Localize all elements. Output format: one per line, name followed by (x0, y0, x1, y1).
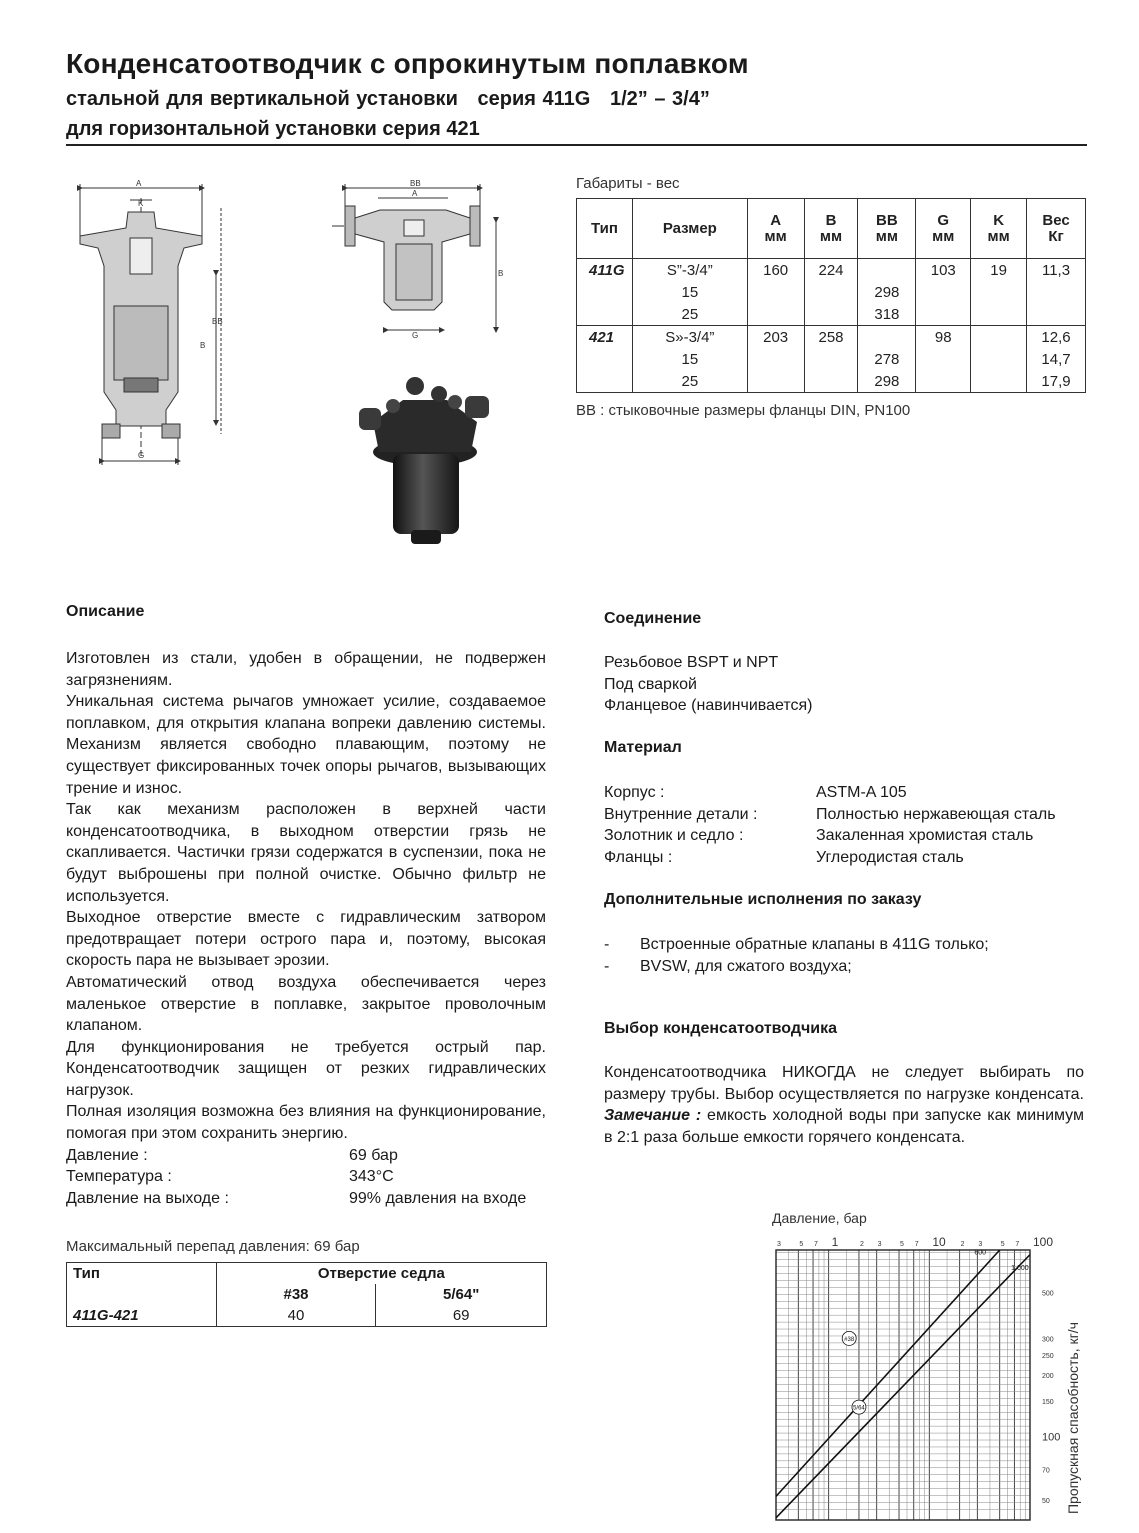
selection-heading: Выбор конденсатоотводчика (604, 1020, 838, 1037)
dim-label-bb-2: BB (410, 180, 421, 188)
horizontal-trap-drawing (330, 180, 505, 340)
x-tick-label: 3 (777, 1241, 781, 1248)
x-tick-label: 5 (1000, 1241, 1005, 1248)
dimensions-table (576, 198, 1086, 393)
description-paragraph: Так как механизм расположен в верхней части конденсатоотводчика, в выходном отверстии грязь не скапливается. Частички грязи содержатся в суспензии, пока не будут выброшены при полной очистке. Обычно фильтр не используется. (66, 801, 546, 905)
bb-note: BB : стыковочные размеры фланцы DIN, PN100 (576, 402, 911, 419)
header-type: Тип (577, 199, 633, 259)
orifice-col-type: Тип (67, 1263, 217, 1285)
description-body (66, 648, 546, 1209)
y-tick-label: 500 (1042, 1290, 1054, 1298)
chart-frame (776, 1250, 1030, 1520)
title-divider (66, 144, 1087, 146)
table-row: 15 278 14,7 (577, 348, 1086, 370)
table-row: 411G S”-3/4” 160 224 103 19 11,3 (577, 259, 1086, 282)
option-item: - BVSW, для сжатого воздуха; (604, 957, 852, 975)
curve-value-label: 600 (974, 1249, 987, 1257)
orifice-sub-564: 5/64" (376, 1284, 547, 1305)
chart-xlabel: Давление, бар (772, 1210, 867, 1226)
page-title: Конденсатоотводчик с опрокинутым поплавком (66, 48, 749, 79)
orifice-table (66, 1262, 547, 1327)
material-item: Фланцы : Углеродистая сталь (604, 848, 964, 866)
connection-item: Под сваркой (604, 675, 697, 693)
description-paragraph: Для функционирования не требуется острый пар. Конденсатоотводчик защищен от резких гидравлических нагрузок. (66, 1038, 546, 1099)
x-tick-label: 3 (877, 1241, 882, 1248)
orifice-col-group: Отверстие седла (216, 1263, 546, 1285)
options-list (604, 934, 989, 977)
dim-label-a-2: A (412, 189, 418, 198)
table-row: 25 298 17,9 (577, 370, 1086, 393)
orifice-sub-38: #38 (216, 1284, 376, 1305)
selection-note-label: Замечание : (604, 1107, 702, 1125)
material-item: Золотник и седло : Закаленная хромистая сталь (604, 827, 1034, 845)
series-line (776, 1250, 1000, 1496)
description-heading: Описание (66, 603, 145, 620)
header-b: B мм (804, 199, 858, 259)
connection-heading: Соединение (604, 610, 702, 627)
options-heading: Дополнительные исполнения по заказу (604, 891, 922, 908)
capacity-chart (760, 1234, 1100, 1524)
dim-label-b: B (200, 341, 206, 350)
connection-list (604, 652, 812, 717)
spec-temperature: Температура : 343°C (66, 1168, 394, 1186)
material-list (604, 782, 1056, 868)
header-a: A мм (747, 199, 804, 259)
material-item: Корпус : ASTM-A 105 (604, 784, 907, 801)
y-tick-label: 50 (1042, 1497, 1050, 1505)
y-tick-label: 200 (1042, 1372, 1054, 1380)
x-tick-label: 2 (960, 1241, 965, 1248)
description-paragraph: Автоматический отвод воздуха обеспечивается через маленькое отверстие в поплавке, закрытое проволочным клапаном. (66, 973, 546, 1035)
spec-pressure: Давление : 69 бар (66, 1146, 398, 1164)
connection-item: Фланцевое (навинчивается) (604, 697, 813, 715)
dim-label-bb: BB (212, 317, 223, 326)
y-axis-label: Пропускная спасобность, кг/ч (1065, 1322, 1081, 1514)
table-row: 15 298 (577, 281, 1086, 303)
x-tick-label: 7 (1015, 1241, 1020, 1248)
connection-item: Резьбовое BSPT и NPT (604, 654, 779, 671)
y-tick-label: 300 (1042, 1336, 1054, 1344)
dim-label-k: K (138, 199, 144, 208)
header-weight: Вес Кг (1027, 199, 1086, 259)
dimensions-caption: Габариты - вес (576, 175, 680, 192)
selection-text: Конденсатоотводчика НИКОГДА не следует выбирать по размеру трубы. Выбор осуществляется по нагрузке конденсата. Замечание : емкость холодной воды при запуске как минимум в 2:1 раза больше емкости горячего конденсата. (604, 1064, 1085, 1146)
table-row: 25 318 (577, 303, 1086, 326)
x-tick-label: 5 (799, 1241, 804, 1248)
series-label: #38 (844, 1336, 855, 1343)
table-row: 421 S»-3/4” 203 258 98 12,6 (577, 326, 1086, 349)
x-tick-label: 7 (814, 1241, 818, 1248)
x-tick-label: 5 (900, 1241, 904, 1248)
description-paragraph: Изготовлен из стали, удобен в обращении, не подвержен загрязнениям. (66, 650, 546, 689)
y-tick-label: 70 (1042, 1467, 1050, 1475)
series-line (776, 1255, 1030, 1518)
description-paragraph: Полная изоляция возможна без влияния на функционирование, помогая при этом сохранить энергию. (66, 1103, 546, 1143)
table-row: 411G-421 40 69 (67, 1305, 547, 1327)
page-subtitle: стальной для вертикальной установки серия 411G 1/2” – 3/4” (66, 88, 710, 110)
x-tick-label: 100 (1033, 1235, 1054, 1249)
dim-label-g: G (138, 451, 145, 460)
description-paragraph: Уникальная система рычагов умножает усилие, создаваемое поплавком, для открытия клапана вопреки давлению системы. Механизм является свободно плавающим, поэтому не существует фиксированных точек опоры рычагов, вызывающих трение и износ. (66, 693, 546, 797)
material-item: Внутренние детали : Полностью нержавеющая сталь (604, 805, 1056, 823)
dim-label-b-2: B (498, 269, 504, 278)
y-tick-label: 250 (1042, 1352, 1054, 1360)
x-tick-label: 3 (978, 1241, 983, 1248)
y-tick-label: 100 (1042, 1431, 1061, 1444)
product-photo (355, 372, 495, 552)
dim-label-g-2: G (412, 331, 419, 340)
header-size: Размер (632, 199, 747, 259)
series-label: 5/64 (853, 1405, 865, 1412)
header-bb: BB мм (858, 199, 916, 259)
x-tick-label: 10 (932, 1235, 946, 1249)
y-tick-label: 150 (1042, 1398, 1054, 1406)
header-k: K мм (971, 199, 1027, 259)
material-heading: Материал (604, 739, 682, 756)
header-g: G мм (916, 199, 971, 259)
x-tick-label: 2 (859, 1241, 864, 1248)
x-tick-label: 7 (914, 1241, 919, 1248)
description-paragraph: Выходное отверстие вместе с гидравлическим затвором предотвращает потери острого пара и, поэтому, высокая скорость пара не вызывает эрозии. (66, 909, 546, 970)
spec-outlet-pressure: Давление на выходе : 99% давления на входе (66, 1189, 527, 1207)
dim-label-a: A (136, 179, 142, 188)
x-tick-label: 1 (831, 1235, 839, 1249)
max-pressure-caption: Максимальный перепад давления: 69 бар (66, 1238, 360, 1255)
option-item: - Встроенные обратные клапаны в 411G только; (604, 936, 989, 953)
vertical-trap-drawing (66, 178, 246, 468)
curve-value-label: 1.000 (1011, 1265, 1029, 1273)
page-subtitle-2: для горизонтальной установки серия 421 (66, 118, 480, 140)
